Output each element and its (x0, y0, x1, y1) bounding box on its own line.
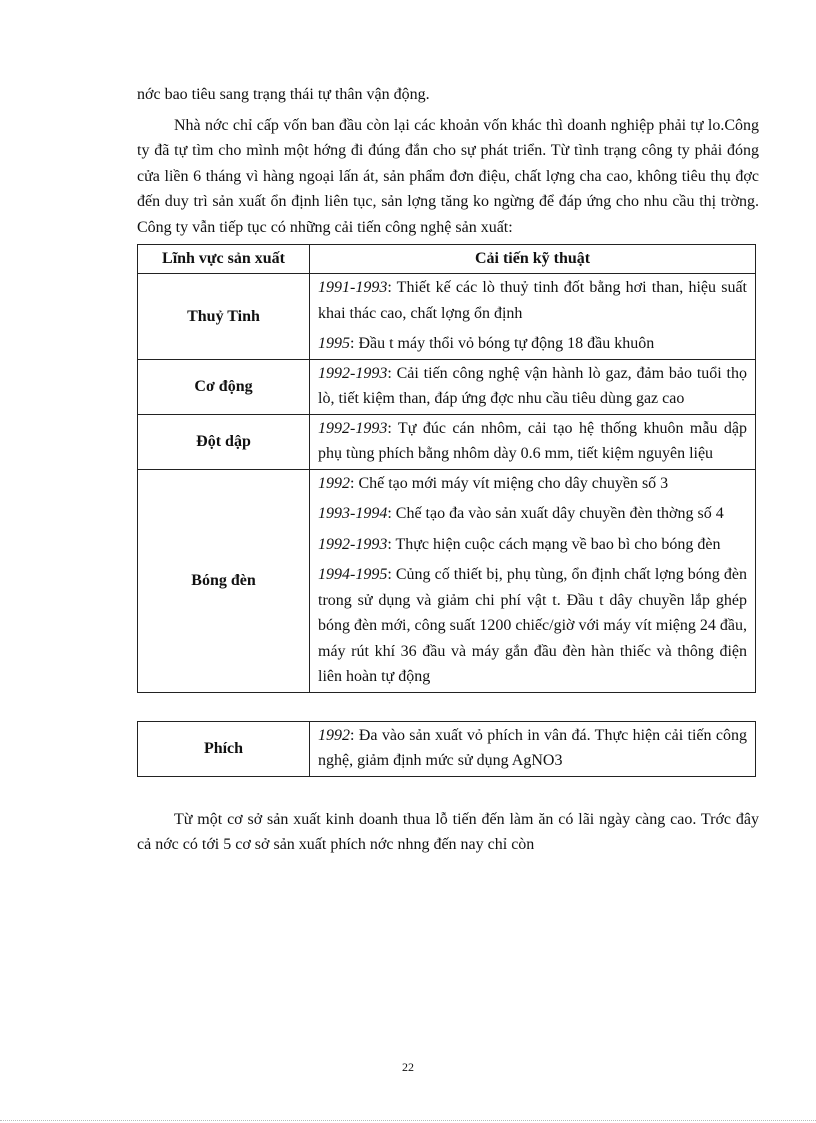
entry-period: 1992 (318, 726, 350, 744)
page-footer (0, 1060, 816, 1074)
entry-text: : Tự đúc cán nhôm, cải tạo hệ thống khuôn mẫu dập phụ tùng phích bằng nhôm dày 0.6 mm, tiết kiệm nguyên liệu (318, 419, 747, 462)
improvement-entry (318, 501, 747, 527)
improvement-entry (318, 532, 747, 558)
table-row (138, 721, 756, 776)
page-bottom-rule (0, 1120, 816, 1121)
document-page (137, 82, 759, 858)
field-cell: Bóng đèn (138, 469, 310, 692)
improvement-cell (310, 469, 756, 692)
improvement-entry (318, 723, 747, 774)
header-production-field: Lĩnh vực sản xuất (138, 245, 310, 274)
entry-period: 1992-1993 (318, 535, 388, 553)
entry-period: 1994-1995 (318, 566, 388, 583)
table-row (138, 274, 756, 360)
entry-period: 1995 (318, 335, 350, 352)
entry-text: : Đa vào sản xuất vỏ phích in vân đá. Thực hiện cải tiến công nghệ, giảm định mức sử dụng AgNO3 (318, 726, 747, 769)
entry-period: 1992-1993 (318, 364, 388, 382)
paragraph-intro: nớc bao tiêu sang trạng thái tự thân vận động. (137, 86, 430, 103)
table-row (138, 414, 756, 469)
entry-text: : Đầu t máy thổi vỏ bóng tự động 18 đầu khuôn (350, 335, 655, 352)
field-cell: Cơ động (138, 359, 310, 414)
entry-text: : Củng cố thiết bị, phụ tùng, ổn định chất lợng bóng đèn trong sử dụng và giảm chi phí vật t. Đầu t dây chuyền lắp ghép bóng đèn mới, công suất 1200 chiếc/giờ với máy vít miệng 24 đầu, máy rút khí 36 đầu và máy gắn đầu đèn hàn thiếc và thông điện liên hoàn tự động (318, 566, 747, 685)
improvement-entry (318, 331, 747, 357)
improvement-entry (318, 562, 747, 690)
entry-text: : Chế tạo đa vào sản xuất dây chuyền đèn thờng số 4 (387, 505, 724, 522)
improvement-entry (318, 361, 747, 412)
entry-text: : Thiết kế các lò thuỷ tinh đốt bằng hơi than, hiệu suất khai thác cao, chất lợng ổn định (318, 279, 747, 322)
paragraph-company-direction: Nhà nớc chỉ cấp vốn ban đầu còn lại các khoản vốn khác thì doanh nghiệp phải tự lo.Công ty đã tự tìm cho mình một hớng đi đúng đắn cho sự phát triển. Từ tình trạng công ty phải đóng cửa liền 6 tháng vì hàng ngoại lấn át, sản phẩm đơn điệu, chất lợng cha cao, không tiêu thụ đợc đến duy trì sản xuất ổn định liên tục, sản lợng tăng ko ngừng để đáp ứng cho nhu cầu thị trờng. Công ty vẫn tiếp tục có những cải tiến công nghệ sản xuất: (137, 116, 759, 236)
entry-text: : Thực hiện cuộc cách mạng về bao bì cho bóng đèn (387, 535, 721, 553)
field-cell: Thuỷ Tinh (138, 274, 310, 360)
entry-period: 1993-1994 (318, 505, 388, 522)
flask-improvements-table (137, 721, 756, 777)
improvement-cell (310, 274, 756, 360)
improvement-cell (310, 721, 756, 776)
entry-period: 1991-1993 (318, 279, 388, 296)
entry-period: 1992-1993 (318, 419, 388, 437)
table-header-row (138, 245, 756, 274)
paragraph-conclusion: Từ một cơ sở sản xuất kinh doanh thua lỗ tiến đến làm ăn có lãi ngày càng cao. Trớc đây cả nớc có tới 5 cơ sở sản xuất phích nớc nhng đến nay chỉ còn (137, 810, 759, 853)
entry-text: : Cải tiến công nghệ vận hành lò gaz, đảm bảo tuổi thọ lò, tiết kiệm than, đáp ứng đợc nhu cầu tiêu dùng gaz cao (318, 364, 747, 407)
improvements-table (137, 244, 756, 693)
improvement-cell (310, 359, 756, 414)
table-row (138, 469, 756, 692)
improvement-cell (310, 414, 756, 469)
field-cell: Phích (138, 721, 310, 776)
entry-period: 1992 (318, 474, 350, 492)
field-cell: Đột dập (138, 414, 310, 469)
improvement-entry (318, 471, 747, 497)
improvement-entry (318, 275, 747, 326)
table-row (138, 359, 756, 414)
entry-text: : Chế tạo mới máy vít miệng cho dây chuyền số 3 (350, 474, 669, 492)
page-number: 22 (402, 1060, 414, 1074)
improvement-entry (318, 416, 747, 467)
header-technical-improvement: Cải tiến kỹ thuật (310, 245, 756, 274)
